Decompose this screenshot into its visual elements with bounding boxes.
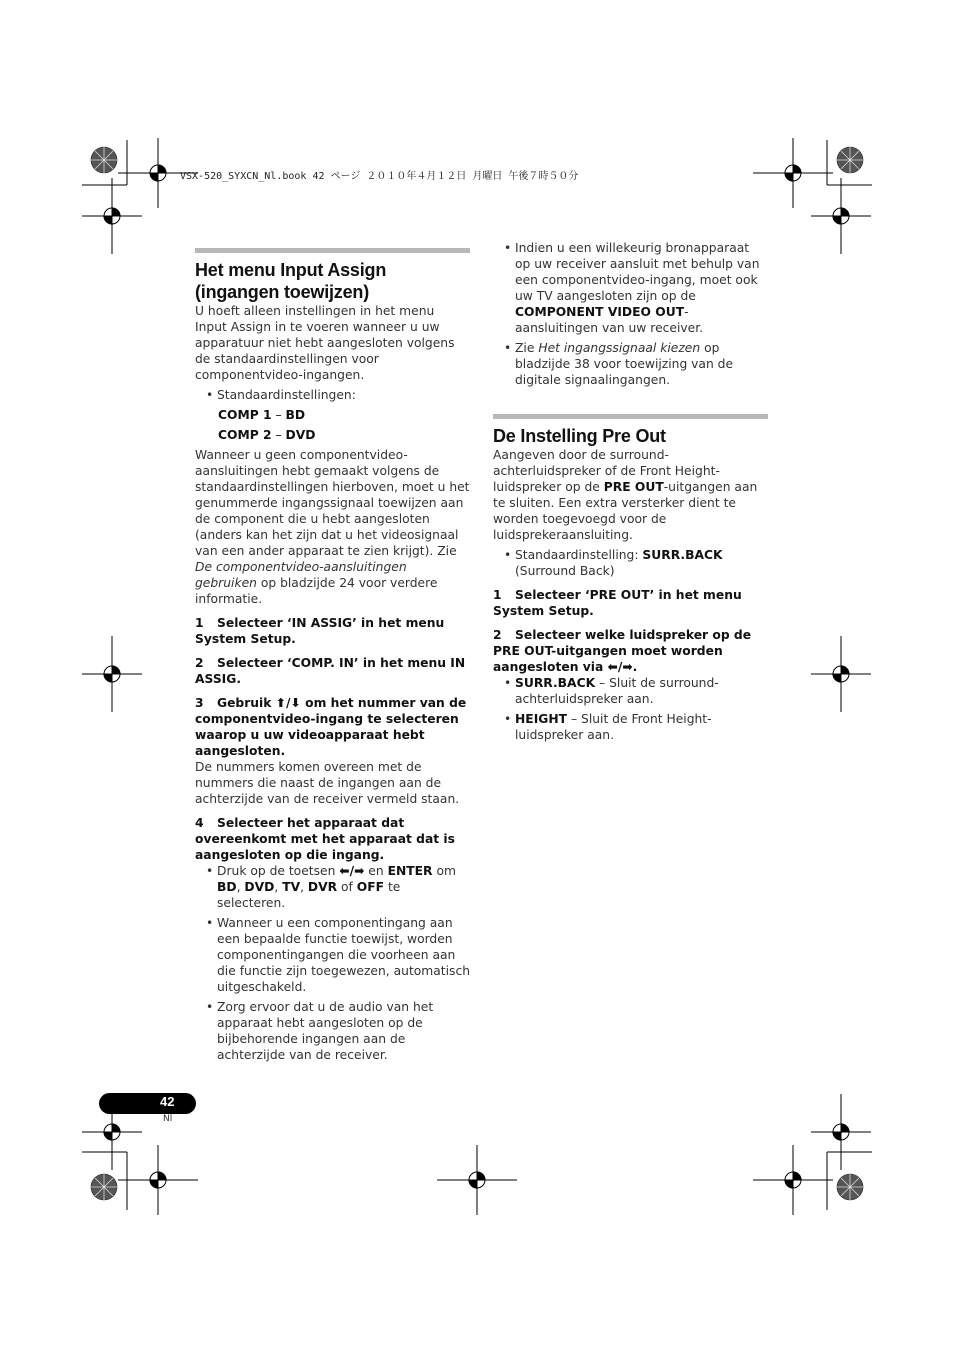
page-number-tab <box>99 1093 196 1114</box>
pre-out-step-1: 1 Selecteer ‘PRE OUT’ in het menu System Setup. <box>493 588 742 618</box>
step-4-bullet-2: • Wanneer u een componentingang aan een bepaalde functie toewijst, worden componentingangen die voorheen aan die functie zijn toegewezen, automatisch uitgeschakeld. <box>195 915 470 995</box>
section-heading-pre-out: De Instelling Pre Out <box>493 426 666 446</box>
step-4: 4 Selecteer het apparaat dat overeenkomt met het apparaat dat is aangesloten op die ingang. <box>195 816 455 862</box>
step-4-bullet-3: • Zorg ervoor dat u de audio van het apparaat hebt aangesloten op de bijbehorende ingangen aan de achterzijde van de receiver. <box>195 999 470 1063</box>
default-comp2: COMP 2 – DVD <box>218 428 316 442</box>
section-rule <box>195 248 470 253</box>
step-4-bullet-1: • Druk op de toetsen ⬅/➡ en ENTER om BD, DVD, TV, DVR of OFF te selecteren. <box>195 863 470 911</box>
intro-paragraph: U hoeft alleen instellingen in het menu Input Assign in te voeren wanneer u uw apparatuur niet hebt aangesloten volgens de standaardinstellingen voor componentvideo-ingangen. <box>195 304 455 382</box>
pre-out-default-bullet: • Standaardinstelling: SURR.BACK (Surround Back) <box>493 547 768 579</box>
up-down-arrow-icon: ⬆/⬇ <box>275 696 301 710</box>
default-comp1: COMP 1 – BD <box>218 408 306 422</box>
left-right-arrow-icon: ⬅/➡ <box>339 864 365 878</box>
section-heading-input-assign: Het menu Input Assign (ingangen toewijzen) <box>195 260 387 302</box>
step-3: 3 Gebruik ⬆/⬇ om het nummer van de componentvideo-ingang te selecteren waarop u uw videoapparaat hebt aangesloten. <box>195 696 467 758</box>
option-surr-back: • SURR.BACK – Sluit de surround-achterluidspreker aan. <box>493 675 768 707</box>
step-3-description: De nummers komen overeen met de nummers die naast de ingangen aan de achterzijde van de receiver vermeld staan. <box>195 760 460 806</box>
left-right-arrow-icon: ⬅/➡ <box>607 660 633 674</box>
page-number: 42 <box>160 1094 175 1109</box>
left-column <box>195 248 470 1063</box>
component-video-bullet: • Indien u een willekeurig bronapparaat op uw receiver aansluit met behulp van een componentvideo-ingang, moet ook uw TV aangesloten zijn op de COMPONENT VIDEO OUT-aansluitingen van uw receiver. <box>493 240 768 336</box>
section-rule-pre-out <box>493 414 768 419</box>
step-2: 2 Selecteer ‘COMP. IN’ in het menu IN ASSIG. <box>195 656 466 686</box>
info-paragraph: Wanneer u geen componentvideo-aansluitingen hebt gemaakt volgens de standaardinstellingen hierboven, moet u het genummerde ingangssignaal toewijzen aan de component die u hebt aangesloten (anders kan het zijn dat u het videosignaal van een ander apparaat te zien krijgt). Zie De componentvideo-aansluitingen gebruiken op bladzijde 24 voor verdere informatie. <box>195 448 470 606</box>
right-column <box>493 240 768 743</box>
defaults-bullet: • Standaardinstellingen: <box>195 387 470 403</box>
input-signal-bullet: • Zie Het ingangssignaal kiezen op bladzijde 38 voor toewijzing van de digitale signaalingangen. <box>493 340 768 388</box>
print-file-info: VSX-520_SYXCN_Nl.book 42 ページ ２０１０年４月１２日 月曜日 午後７時５０分 <box>180 171 579 182</box>
option-height: • HEIGHT – Sluit de Front Height-luidspreker aan. <box>493 711 768 743</box>
pre-out-step-2: 2 Selecteer welke luidspreker op de PRE OUT-uitgangen moet worden aangesloten via ⬅/➡. <box>493 628 752 674</box>
page-language: Nl <box>163 1114 173 1124</box>
step-1: 1 Selecteer ‘IN ASSIG’ in het menu System Setup. <box>195 616 445 646</box>
pre-out-intro: Aangeven door de surround-achterluidspreker of de Front Height-luidspreker op de PRE OUT-uitgangen aan te sluiten. Een extra versterker dient te worden toegevoegd voor de luidsprekeraansluiting. <box>493 448 758 542</box>
